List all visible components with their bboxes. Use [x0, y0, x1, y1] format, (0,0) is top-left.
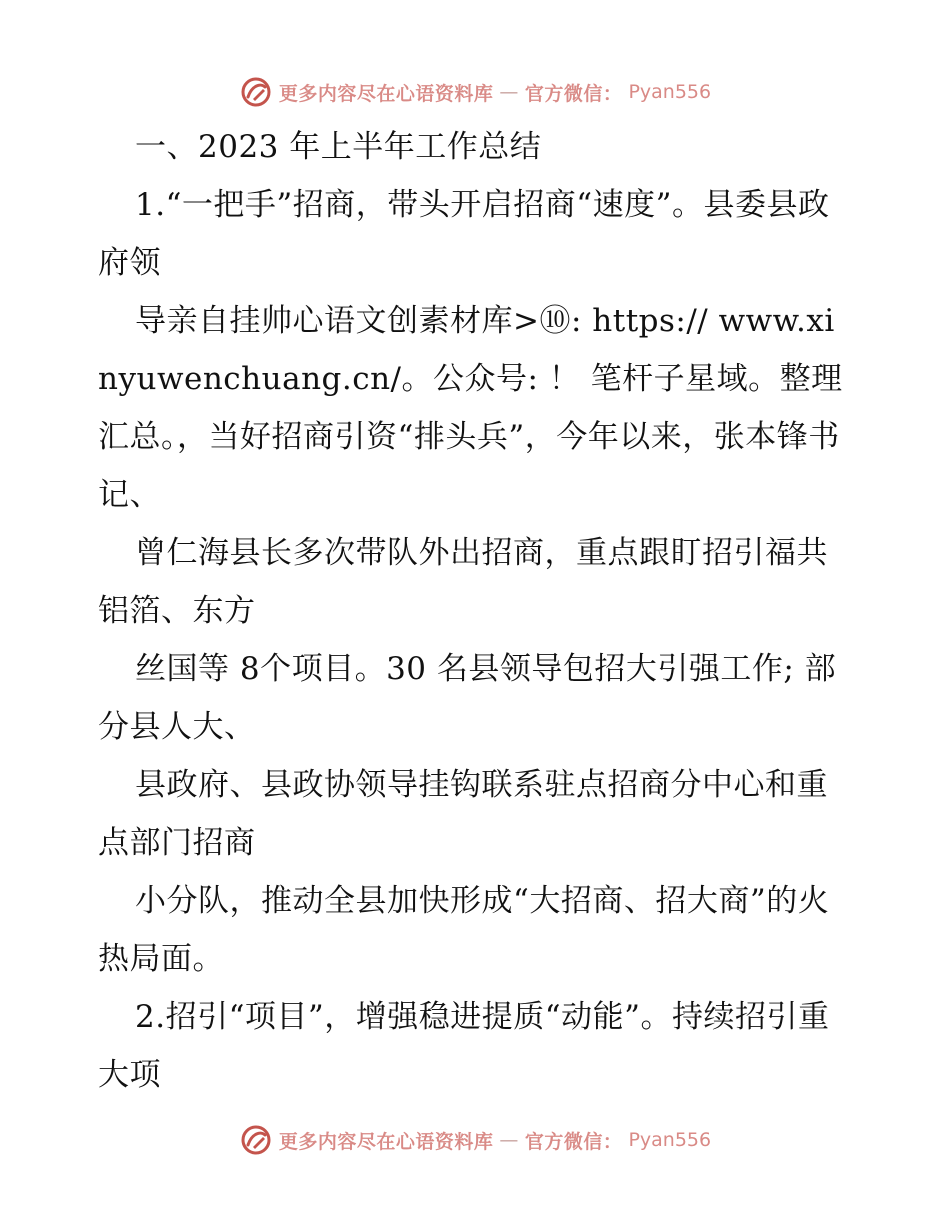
watermark-contact-label: 官方微信：: [524, 82, 623, 105]
red-swirl-pen-logo-icon: [239, 1123, 273, 1157]
watermark-contact-label: 官方微信：: [524, 1130, 623, 1153]
paragraph: 1.“一把手”招商，带头开启招商“速度”。县委县政府领: [98, 187, 830, 281]
watermark-separator: —: [499, 1129, 519, 1151]
paragraph: 2.招引“项目”，增强稳进提质“动能”。持续招引重大项: [98, 999, 830, 1093]
section-heading: 一、2023 年上半年工作总结: [135, 129, 542, 165]
red-swirl-pen-logo-icon: [239, 75, 273, 109]
paragraph: 曾仁海县长多次带队外出招商，重点跟盯招引福共铝箔、东方: [98, 535, 828, 629]
watermark-contact-id: Pyan556: [628, 81, 712, 103]
watermark-text: 更多内容尽在心语资料库: [278, 82, 494, 105]
paragraph: 导亲自挂帅心语文创素材库>⑩: https:// www.xinyuwenchuang.cn/。公众号: ！ 笔杆子星域。整理汇总。，当好招商引资“排头兵”，今年以来，张本锋书记、: [98, 303, 843, 513]
paragraph: 县政府、县政协领导挂钩联系驻点招商分中心和重点部门招商: [98, 767, 828, 861]
watermark-contact-id: Pyan556: [628, 1129, 712, 1151]
paragraph: 丝国等 8个项目。30 名县领导包招大引强工作; 部分县人大、: [98, 651, 837, 745]
document-body: [98, 118, 854, 1104]
watermark-banner-bottom: [0, 1120, 950, 1160]
paragraph: 小分队，推动全县加快形成“大招商、招大商”的火热局面。: [98, 883, 830, 977]
watermark-banner-top: [0, 72, 950, 112]
watermark-text: 更多内容尽在心语资料库: [278, 1130, 494, 1153]
watermark-separator: —: [499, 81, 519, 103]
